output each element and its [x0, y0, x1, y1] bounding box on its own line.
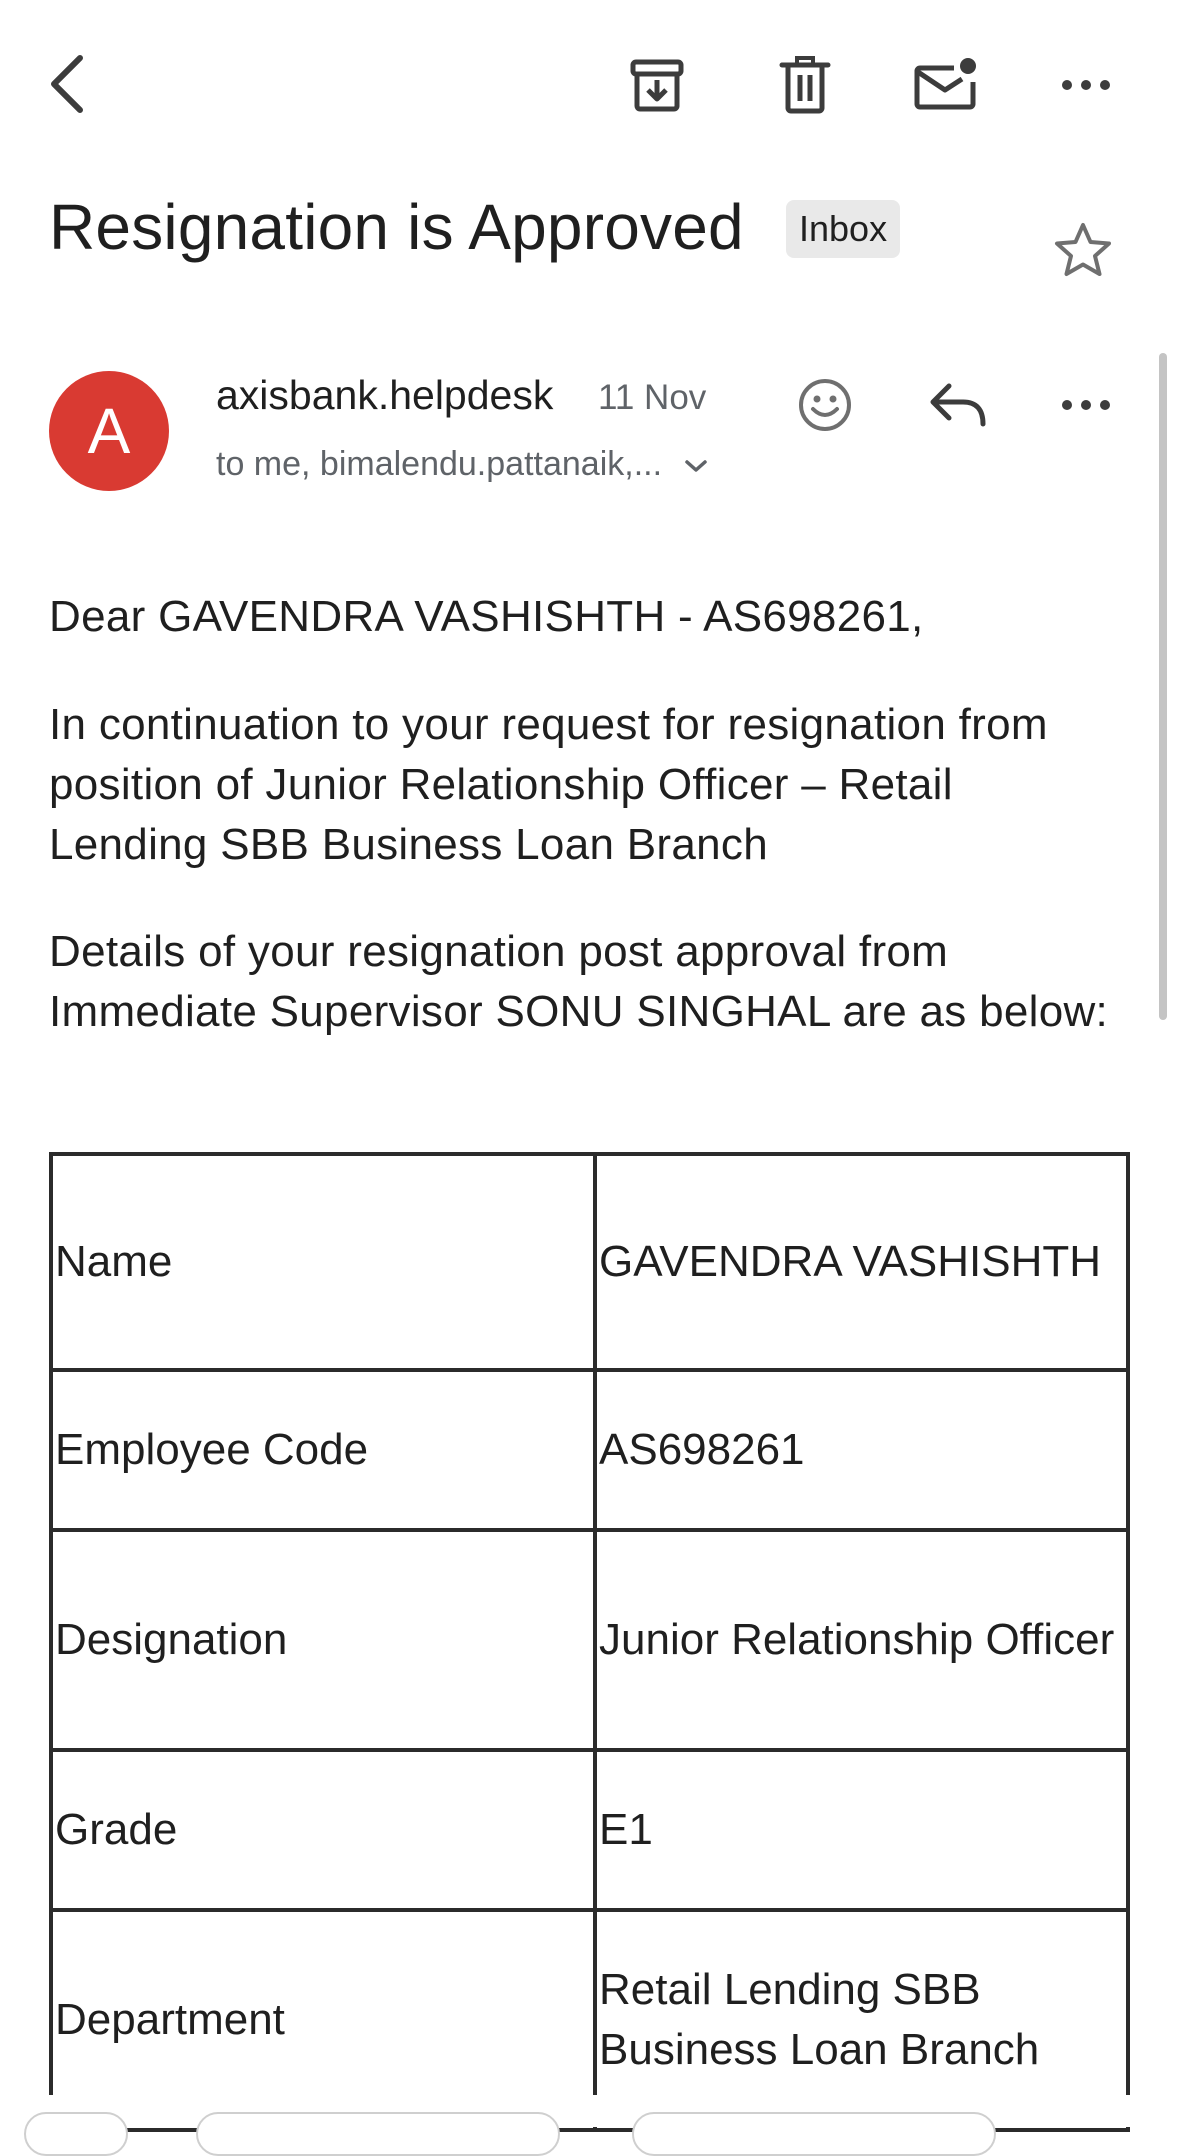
star-button[interactable]: [1048, 215, 1118, 285]
table-key: Name: [51, 1154, 595, 1370]
table-key: Grade: [51, 1750, 595, 1910]
avatar-letter: A: [87, 395, 131, 467]
scrollbar-thumb[interactable]: [1159, 353, 1167, 1020]
table-row: [51, 1370, 1128, 1530]
table-row: [51, 1750, 1128, 1910]
back-button[interactable]: [36, 44, 96, 124]
inbox-label-badge[interactable]: Inbox: [786, 200, 900, 258]
archive-icon: [628, 56, 686, 114]
email-subject: Resignation is Approved: [49, 191, 744, 263]
recipients-toggle[interactable]: [216, 445, 708, 484]
body-paragraph-1: In continuation to your request for resignation from position of Junior Relationship Officer – Retail Lending SBB Business Loan Branch: [49, 700, 1048, 869]
table-value: GAVENDRA VASHISHTH: [595, 1154, 1128, 1370]
table-value: Junior Relationship Officer: [595, 1530, 1128, 1750]
bottom-action-chip[interactable]: [196, 2112, 560, 2156]
bottom-edge: [0, 2095, 1179, 2127]
message-more-button[interactable]: [1056, 380, 1116, 430]
table-value: AS698261: [595, 1370, 1128, 1530]
reply-icon: [927, 380, 989, 430]
toolbar-more-button[interactable]: [1056, 60, 1116, 110]
add-reaction-button[interactable]: [795, 375, 855, 435]
chevron-down-icon: [684, 458, 708, 474]
arrow-left-icon: [46, 52, 86, 116]
delete-button[interactable]: [770, 50, 840, 120]
star-outline-icon: [1053, 221, 1113, 279]
reply-button[interactable]: [922, 375, 994, 435]
bottom-action-chip[interactable]: [632, 2112, 996, 2156]
archive-button[interactable]: [622, 50, 692, 120]
more-horizontal-icon: [1061, 78, 1111, 92]
bottom-action-chip[interactable]: [24, 2112, 128, 2156]
table-value: Retail Lending SBB Business Loan Branch: [595, 1910, 1128, 2130]
message-date: 11 Nov: [598, 378, 707, 417]
table-value: E1: [595, 1750, 1128, 1910]
greeting: Dear GAVENDRA VASHISHTH - AS698261,: [49, 592, 924, 641]
more-horizontal-icon: [1061, 398, 1111, 412]
recipients-text: to me, bimalendu.pattanaik,...: [216, 445, 663, 483]
table-row: [51, 1530, 1128, 1750]
sender-avatar[interactable]: [49, 371, 169, 491]
resignation-details-table: [49, 1152, 1130, 2132]
mark-unread-button[interactable]: [906, 48, 986, 120]
sender-name[interactable]: axisbank.helpdesk: [216, 372, 554, 418]
table-key: Employee Code: [51, 1370, 595, 1530]
emoji-icon: [797, 377, 853, 433]
table-row: [51, 1154, 1128, 1370]
mail-unread-icon: [912, 54, 980, 114]
table-key: Department: [51, 1910, 595, 2130]
body-paragraph-2: Details of your resignation post approval from Immediate Supervisor SONU SINGHAL are as below:: [49, 927, 1109, 1036]
table-key: Designation: [51, 1530, 595, 1750]
trash-icon: [778, 55, 832, 115]
